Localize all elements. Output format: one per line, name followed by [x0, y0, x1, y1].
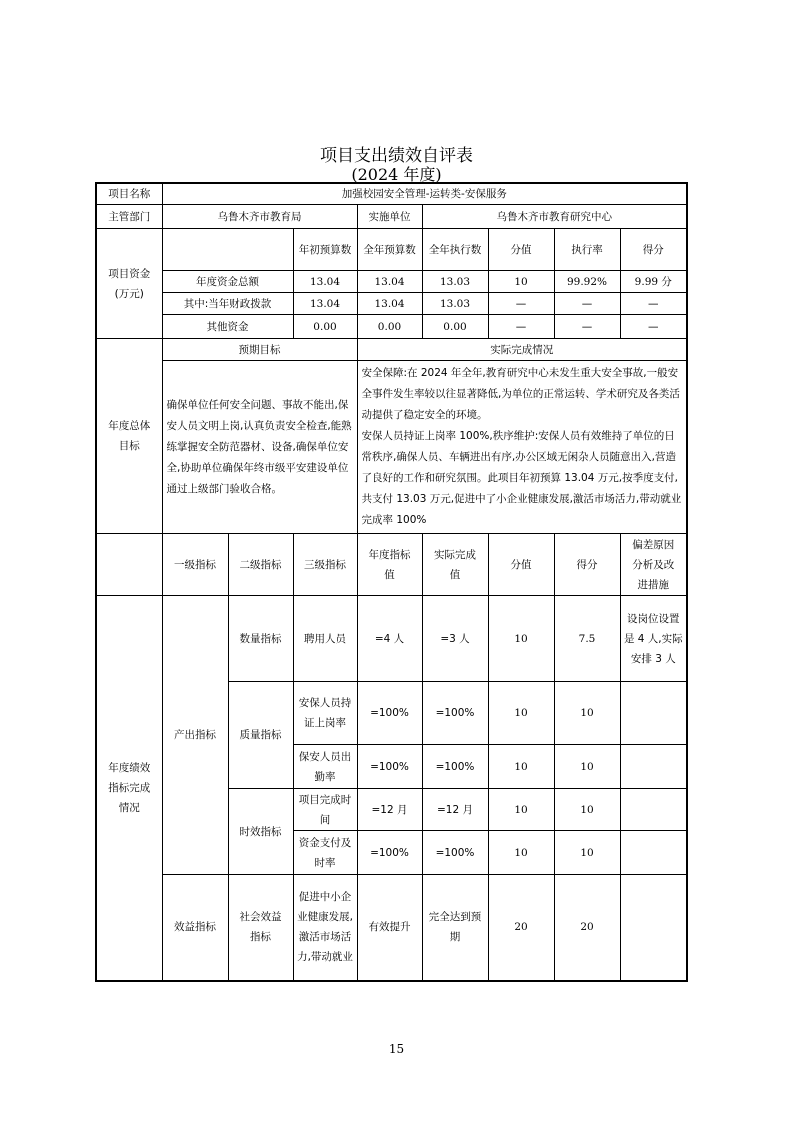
indicator-score-value: 10	[488, 596, 554, 682]
funds-row	[96, 293, 687, 315]
indicator-name: 安保人员持证上岗率	[293, 682, 357, 745]
header-level1: 一级指标	[162, 534, 228, 596]
funds-score-value: —	[488, 293, 554, 315]
funds-budget-start: 0.00	[293, 315, 357, 339]
funds-header-budget-start: 年初预算数	[293, 229, 357, 271]
dept-value: 乌鲁木齐市教育局	[162, 205, 357, 229]
goals-label	[96, 339, 162, 534]
project-name-row	[96, 183, 687, 205]
unit-value: 乌鲁木齐市教育研究中心	[422, 205, 687, 229]
funds-header-budget-year: 全年预算数	[357, 229, 422, 271]
funds-header-blank	[162, 229, 293, 271]
page-title: 项目支出绩效自评表	[320, 146, 473, 166]
funds-executed: 13.03	[422, 271, 488, 293]
indicator-reason	[620, 745, 687, 789]
funds-score: 9.99 分	[620, 271, 687, 293]
funds-score-value: —	[488, 315, 554, 339]
header-score-value: 分值	[488, 534, 554, 596]
indicator-target: =12 月	[357, 789, 422, 831]
goals-content-row	[96, 361, 687, 534]
funds-row-label: 其他资金	[162, 315, 293, 339]
funds-header-score-value: 分值	[488, 229, 554, 271]
performance-label-line2: 指标完成	[108, 781, 151, 794]
funds-row-label: 年度资金总额	[162, 271, 293, 293]
indicator-name: 促进中小企业健康发展,激活市场活力,带动就业	[293, 875, 357, 981]
header-reason-line2: 分析及改	[632, 558, 675, 571]
expected-goal-header: 预期目标	[162, 339, 357, 361]
dept-label: 主管部门	[96, 205, 162, 229]
indicator-target: =100%	[357, 682, 422, 745]
goals-label-line1: 年度总体	[108, 420, 151, 432]
funds-budget-year: 13.04	[357, 271, 422, 293]
indicator-score: 10	[554, 789, 620, 831]
header-target-line2: 值	[384, 568, 395, 581]
header-target-line1: 年度指标	[368, 548, 411, 561]
indicator-score-value: 20	[488, 875, 554, 981]
actual-result-text	[357, 361, 687, 534]
funds-header-score: 得分	[620, 229, 687, 271]
indicator-actual: 完全达到预期	[422, 875, 488, 981]
actual-result-header: 实际完成情况	[357, 339, 687, 361]
indicator-score: 10	[554, 745, 620, 789]
indicator-score-value: 10	[488, 831, 554, 875]
performance-label-line1: 年度绩效	[108, 761, 151, 774]
indicator-target: 有效提升	[357, 875, 422, 981]
header-reason	[620, 534, 687, 596]
output-indicator-label: 产出指标	[162, 596, 228, 875]
funds-header-row	[96, 229, 687, 271]
quantity-indicator-label: 数量指标	[228, 596, 293, 682]
indicator-header-row	[96, 534, 687, 596]
indicator-name: 保安人员出勤率	[293, 745, 357, 789]
indicator-reason	[620, 789, 687, 831]
indicator-score-value: 10	[488, 745, 554, 789]
indicator-name: 项目完成时间	[293, 789, 357, 831]
indicator-actual: =100%	[422, 831, 488, 875]
funds-score: —	[620, 315, 687, 339]
funds-rate: —	[554, 315, 620, 339]
indicator-score-value: 10	[488, 789, 554, 831]
indicator-actual: =3 人	[422, 596, 488, 682]
indicator-score: 10	[554, 831, 620, 875]
indicator-target: =100%	[357, 831, 422, 875]
funds-executed: 0.00	[422, 315, 488, 339]
funds-row-label: 其中:当年财政拨款	[162, 293, 293, 315]
project-name-label: 项目名称	[96, 183, 162, 205]
benefit-indicator-label: 效益指标	[162, 875, 228, 981]
indicator-score: 7.5	[554, 596, 620, 682]
actual-result-paragraph-2: 安保人员持证上岗率 100%,秩序维护:安保人员有效维持了单位的日常秩序,确保人员、车辆进出有序,办公区域无闲杂人员随意出入,营造了良好的工作和研究氛围。此项目年初预算 13.04 万元,按季度支付,共支付 13.03 万元,促进中了小企业健康发展,激活市场活力,带动就业 完成率 100%	[361, 430, 682, 526]
expected-goal-text: 确保单位任何安全问题、事故不能出,保安人员文明上岗,认真负责安全检查,能熟练掌握安全防范器材、设备,确保单位安全,协助单位确保年终市级平安建设单位通过上级部门验收合格。	[162, 361, 357, 534]
quality-indicator-label: 质量指标	[228, 682, 293, 789]
indicator-row-hire	[96, 596, 687, 682]
indicator-reason	[620, 831, 687, 875]
header-actual-line1: 实际完成	[434, 548, 476, 561]
funds-budget-year: 0.00	[357, 315, 422, 339]
unit-label: 实施单位	[357, 205, 422, 229]
header-target	[357, 534, 422, 596]
self-evaluation-table	[95, 182, 688, 982]
funds-executed: 13.03	[422, 293, 488, 315]
header-actual	[422, 534, 488, 596]
social-indicator-label	[228, 875, 293, 981]
funds-label	[96, 229, 162, 339]
header-level3: 三级指标	[293, 534, 357, 596]
goals-header-row	[96, 339, 687, 361]
actual-result-paragraph-1: 安全保障:在 2024 年全年,教育研究中心未发生重大安全事故,一般安全事件发生率较以往显著降低,为单位的正常运转、学术研究及各类活动提供了稳定安全的环境。	[361, 367, 680, 421]
funds-budget-start: 13.04	[293, 293, 357, 315]
indicator-score: 20	[554, 875, 620, 981]
indicator-reason	[620, 682, 687, 745]
indicator-actual: =12 月	[422, 789, 488, 831]
indicator-score: 10	[554, 682, 620, 745]
funds-rate: 99.92%	[554, 271, 620, 293]
indicator-reason	[620, 875, 687, 981]
header-reason-line3: 进措施	[637, 578, 670, 591]
indicator-reason: 设岗位设置是 4 人,实际安排 3 人	[620, 596, 687, 682]
funds-row	[96, 315, 687, 339]
indicator-row-social	[96, 875, 687, 981]
department-row	[96, 205, 687, 229]
funds-rate: —	[554, 293, 620, 315]
page-subtitle: (2024 年度)	[351, 165, 442, 184]
social-label-line1: 社会效益	[239, 911, 282, 924]
header-level2: 二级指标	[228, 534, 293, 596]
indicator-target: =4 人	[357, 596, 422, 682]
header-reason-line1: 偏差原因	[632, 538, 675, 551]
funds-score-value: 10	[488, 271, 554, 293]
funds-header-executed: 全年执行数	[422, 229, 488, 271]
indicator-name: 资金支付及时率	[293, 831, 357, 875]
performance-section-label	[96, 596, 162, 981]
page-number: 15	[388, 1042, 405, 1056]
indicator-header-blank	[96, 534, 162, 596]
social-label-line2: 指标	[250, 931, 271, 944]
indicator-name: 聘用人员	[293, 596, 357, 682]
header-actual-line2: 值	[449, 568, 461, 581]
funds-score: —	[620, 293, 687, 315]
indicator-actual: =100%	[422, 745, 488, 789]
funds-label-unit: (万元)	[114, 287, 144, 300]
header-score: 得分	[554, 534, 620, 596]
funds-header-rate: 执行率	[554, 229, 620, 271]
goals-label-line2: 目标	[118, 440, 140, 452]
timeliness-indicator-label: 时效指标	[228, 789, 293, 875]
indicator-target: =100%	[357, 745, 422, 789]
performance-label-line3: 情况	[118, 801, 140, 814]
funds-budget-start: 13.04	[293, 271, 357, 293]
project-name-value: 加强校园安全管理-运转类-安保服务	[162, 183, 687, 205]
funds-budget-year: 13.04	[357, 293, 422, 315]
indicator-score-value: 10	[488, 682, 554, 745]
indicator-actual: =100%	[422, 682, 488, 745]
funds-label-text: 项目资金	[108, 267, 151, 280]
funds-row	[96, 271, 687, 293]
